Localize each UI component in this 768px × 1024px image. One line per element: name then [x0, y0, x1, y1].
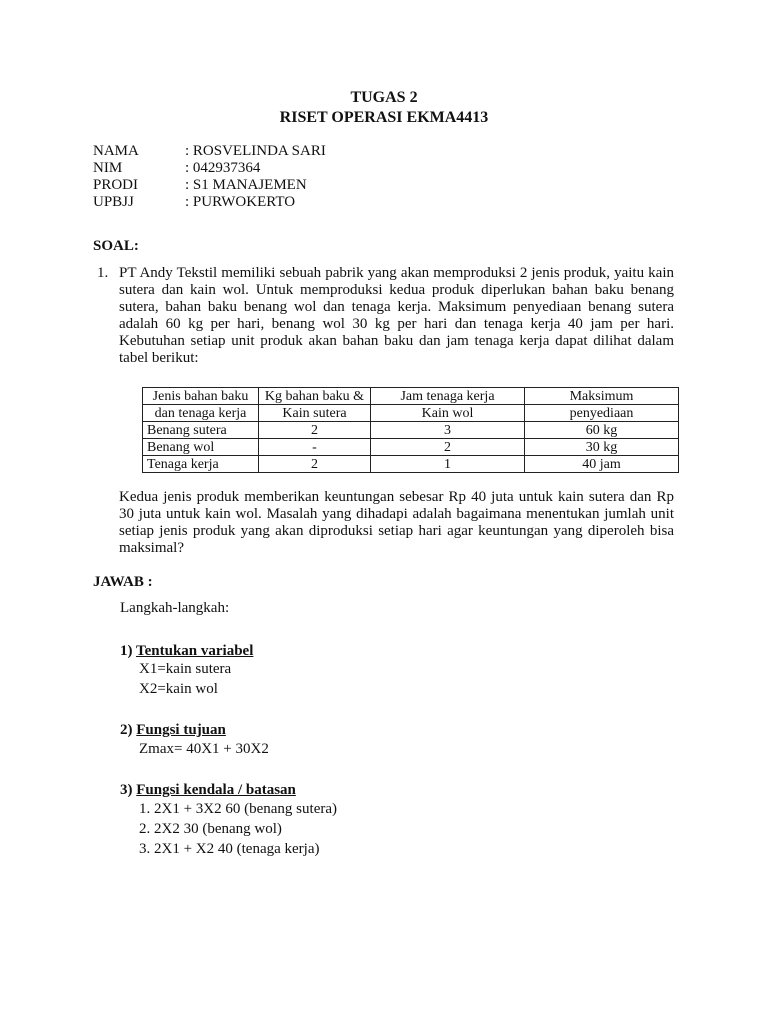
step-2-body	[139, 741, 269, 761]
identity-label: NIM	[93, 160, 123, 176]
step-line: X1=kain sutera	[139, 661, 232, 677]
jawab-heading: JAWAB :	[93, 574, 153, 590]
table-header-cell: Maksimum	[525, 388, 679, 405]
table-cell: 30 kg	[525, 439, 679, 456]
identity-row-nama	[93, 143, 326, 160]
table-header-row	[143, 388, 679, 405]
step-line: 2. 2X2 30 (benang wol)	[139, 821, 282, 837]
question-number: 1.	[97, 265, 109, 281]
table-header-cell: Kain wol	[371, 405, 525, 422]
table-cell: Benang sutera	[143, 422, 259, 439]
step-line: X2=kain wol	[139, 681, 218, 697]
question-conclusion: Kedua jenis produk memberikan keuntungan sebesar Rp 40 juta untuk kain sutera dan Rp 30 juta untuk kain wol. Masalah yang dihadapi adalah bagaimana menentukan jumlah unit setiap jenis produk yang akan diproduksi setiap hari agar keuntungan yang diperoleh bisa maksimal?	[119, 489, 674, 556]
step-title: Tentukan variabel	[135, 643, 254, 659]
identity-row-prodi	[93, 177, 326, 194]
table-cell: 2	[371, 439, 525, 456]
step-number: 1)	[120, 643, 133, 659]
identity-row-upbjj	[93, 194, 326, 211]
table-cell: Benang wol	[143, 439, 259, 456]
document-title: TUGAS 2	[350, 89, 418, 106]
question-1	[93, 265, 674, 367]
document-subtitle: RISET OPERASI EKMA4413	[279, 109, 489, 126]
table-cell: 40 jam	[525, 456, 679, 473]
table-cell: -	[259, 439, 371, 456]
identity-row-nim	[93, 160, 326, 177]
step-title: Fungsi kendala / batasan	[136, 782, 296, 798]
table-cell: 3	[371, 422, 525, 439]
step-2-heading	[120, 722, 226, 739]
step-line: 1. 2X1 + 3X2 60 (benang sutera)	[139, 801, 337, 817]
identity-value: : PURWOKERTO	[185, 194, 296, 210]
step-3-body	[139, 801, 337, 861]
step-line: Zmax= 40X1 + 30X2	[139, 741, 269, 757]
table-cell: Tenaga kerja	[143, 456, 259, 473]
table-row	[143, 439, 679, 456]
question-paragraph: PT Andy Tekstil memiliki sebuah pabrik yang akan memproduksi 2 jenis produk, yaitu kain sutera dan kain wol. Untuk memproduksi kedua produk diperlukan bahan baku benang sutera, bahan baku benang wol dan tenaga kerja. Maksimum penyediaan benang sutera adalah 60 kg per hari, benang wol 30 kg per hari dan tenaga kerja 40 jam per hari. Kebutuhan setiap unit produk akan bahan baku dan jam tenaga kerja dapat dilihat dalam tabel berikut:	[119, 265, 674, 366]
table-header-cell: Kg bahan baku &	[259, 388, 371, 405]
table-row	[143, 422, 679, 439]
identity-value: : 042937364	[185, 160, 261, 176]
table-header-cell: Jenis bahan baku	[143, 388, 259, 405]
table-header-row	[143, 405, 679, 422]
table-header-cell: penyediaan	[525, 405, 679, 422]
soal-heading: SOAL:	[93, 238, 139, 254]
identity-value: : S1 MANAJEMEN	[185, 177, 307, 193]
requirements-table	[142, 387, 679, 473]
table-header-cell: dan tenaga kerja	[143, 405, 259, 422]
student-identity	[93, 143, 326, 211]
table-cell: 1	[371, 456, 525, 473]
table-cell: 2	[259, 422, 371, 439]
table-header-cell: Jam tenaga kerja	[371, 388, 525, 405]
identity-value: : ROSVELINDA SARI	[185, 143, 326, 159]
table-header-cell: Kain sutera	[259, 405, 371, 422]
table-row	[143, 456, 679, 473]
identity-label: PRODI	[93, 177, 139, 193]
step-number: 2)	[120, 722, 133, 738]
step-title: Fungsi tujuan	[136, 722, 226, 738]
step-number: 3)	[120, 782, 133, 798]
step-1-heading	[120, 643, 253, 660]
steps-intro: Langkah-langkah:	[120, 600, 230, 616]
step-3-heading	[120, 782, 296, 799]
step-line: 3. 2X1 + X2 40 (tenaga kerja)	[139, 841, 320, 857]
identity-label: NAMA	[93, 143, 139, 159]
table-cell: 60 kg	[525, 422, 679, 439]
identity-label: UPBJJ	[93, 194, 134, 210]
table-cell: 2	[259, 456, 371, 473]
step-1-body	[139, 661, 231, 701]
